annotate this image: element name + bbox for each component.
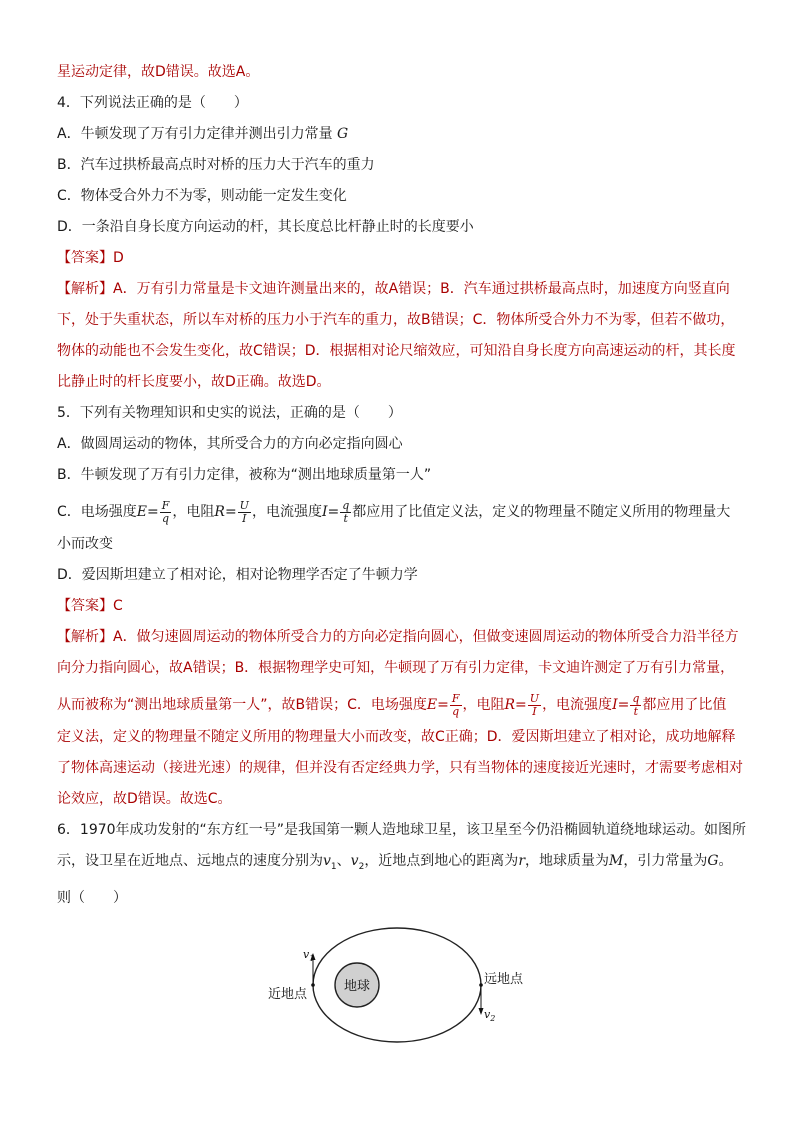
question-6-stem-line3: 则（ ） [57, 889, 127, 906]
question-5-explanation: 【解析】A．做匀速圆周运动的物体所受合力的方向必定指向圆心，但做变速圆周运动的物体所受合力沿半径方 向分力指向圆心，故A错误；B．根据物理学史可知，牛顿现了万有引力定律，卡文迪许测定了万有引力常量， 从而被称为“测出地球质量第一人”，故B错误；C．电场强度E= $\frac{F}{q}$ ，电阻R= $\frac{U}{I}$ ，电流强度I= $\frac{q}{t}$ 都应用了比值 定义法，定义的物理量不随定义所用的物理量大小而改变，故C正确；D．爱因斯坦建立了相对论，成功地解释 了物体高速运动（接进光速）的规律，但并没有否定经典力学，只有当物体的速度接近光速时，才需要考虑相对 论效应，故D错误。故选C。 [57, 629, 743, 807]
perigee-label: 近地点 [268, 987, 308, 1002]
fraction-f-over-q: $\frac{F}{q}$ [451, 691, 460, 718]
v2-label: $v_2$ [484, 1008, 496, 1023]
question-4-option-c: C．物体受合外力不为零，则动能一定发生变化 [57, 188, 347, 204]
apogee-label: 远地点 [484, 972, 524, 987]
question-4-option-b: B．汽车过拱桥最高点时对桥的压力大于汽车的重力 [57, 157, 375, 173]
question-6-stem-line2: 示，设卫星在近地点、远地点的速度分别为$v_1$、$v_2$，近地点到地心的距离为r，地球质量为M，引力常量为G。 [57, 853, 733, 872]
question-4-stem: 4．下列说法正确的是（ ） [57, 95, 248, 111]
fraction-q-over-t: $\frac{q}{t}$ [632, 691, 640, 718]
v2-arrowhead [479, 1008, 484, 1015]
question-6-stem-line1: 6．1970年成功发射的“东方红一号”是我国第一颗人造地球卫星，该卫星至今仍沿椭圆轨道绕地球运动。如图所 [57, 822, 747, 838]
fraction-f-over-q: $\frac{F}{q}$ [161, 498, 170, 525]
question-5-option-c-cont: 小而改变 [57, 536, 113, 552]
fraction-u-over-i: $\frac{U}{I}$ [239, 498, 249, 525]
question-4-explanation: 【解析】A．万有引力常量是卡文迪许测量出来的，故A错误；B．汽车通过拱桥最高点时，加速度方向竖直向 下，处于失重状态，所以车对桥的压力小于汽车的重力，故B错误；C．物体所受合外力不为零，但若不做功， 物体的动能也不会发生变化，故C错误；D．根据相对论尺缩效应，可知沿自身长度方向高速运动的杆，其长度 比静止时的杆长度要小，故D正确。故选D。 [57, 281, 736, 390]
question-4-answer: 【答案】D [57, 250, 124, 266]
question-4-option-a: A．牛顿发现了万有引力定律并测出引力常量 G [57, 126, 349, 142]
earth-label: 地球 [343, 979, 371, 994]
question-5-option-c: C．电场强度E= $\frac{F}{q}$ ，电阻R= $\frac{U}{I}$ ，电流强度I= $\frac{q}{t}$ 都应用了比值定义法，定义的物理量不随定义所用的物理量大 [57, 498, 731, 525]
v1-label: $v_1$ [303, 948, 315, 963]
question-5-stem: 5．下列有关物理知识和史实的说法，正确的是（ ） [57, 405, 402, 421]
fraction-u-over-i: $\frac{U}{I}$ [529, 691, 540, 718]
fraction-q-over-t: $\frac{q}{t}$ [342, 498, 350, 525]
question-5-answer: 【答案】C [57, 598, 123, 614]
question-5-option-b: B．牛顿发现了万有引力定律，被称为“测出地球质量第一人” [57, 467, 432, 483]
question-5-option-a: A．做圆周运动的物体，其所受合力的方向必定指向圆心 [57, 436, 403, 452]
answer-tail-line: 星运动定律，故D错误。故选A。 [57, 64, 260, 80]
question-4-option-d: D．一条沿自身长度方向运动的杆，其长度总比杆静止时的长度要小 [57, 219, 474, 235]
question-5-option-d: D．爱因斯坦建立了相对论，相对论物理学否定了牛顿力学 [57, 567, 418, 583]
